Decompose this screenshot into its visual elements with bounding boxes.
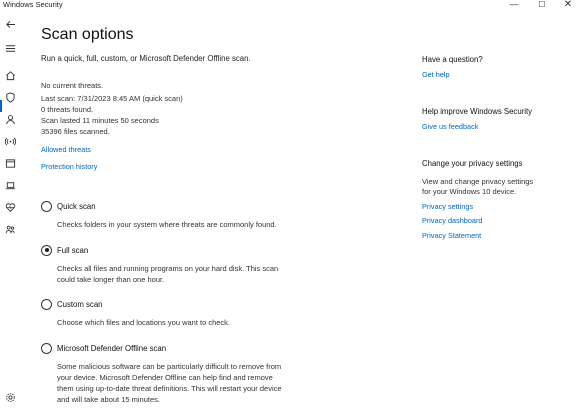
shield-icon[interactable]: [3, 90, 17, 104]
status-last-scan: Last scan: 7/31/2023 8:45 AM (quick scan): [41, 94, 183, 103]
person-icon[interactable]: [3, 112, 17, 126]
custom-scan-label: Custom scan: [57, 299, 103, 309]
have-question-heading: Have a question?: [422, 55, 483, 64]
offline-scan-description-line4: and will take about 15 minutes.: [57, 395, 160, 404]
active-nav-indicator: [0, 100, 2, 112]
window-title: Windows Security: [3, 0, 63, 9]
menu-icon[interactable]: [3, 41, 17, 55]
privacy-dashboard-link[interactable]: Privacy dashboard: [422, 216, 483, 225]
page-title: Scan options: [41, 26, 134, 43]
home-icon[interactable]: [3, 68, 17, 82]
title-bar: [0, 0, 580, 11]
minimize-button[interactable]: —: [509, 0, 519, 9]
privacy-heading: Change your privacy settings: [422, 159, 523, 168]
offline-scan-option[interactable]: [41, 342, 166, 354]
quick-scan-radio[interactable]: [41, 201, 52, 212]
offline-scan-description-line1: Some malicious software can be particularly difficult to remove from: [57, 362, 282, 371]
custom-scan-description: Choose which files and locations you want to check.: [57, 318, 231, 327]
heart-icon[interactable]: [3, 200, 17, 214]
get-help-link[interactable]: Get help: [422, 70, 450, 79]
custom-scan-radio[interactable]: [41, 299, 52, 310]
improve-heading: Help improve Windows Security: [422, 107, 533, 116]
privacy-text-line1: View and change privacy settings: [422, 177, 534, 186]
settings-icon[interactable]: [3, 390, 17, 404]
maximize-button[interactable]: ☐: [538, 0, 546, 9]
full-scan-description-line2: could take longer than one hour.: [57, 275, 165, 284]
privacy-settings-link[interactable]: Privacy settings: [422, 202, 474, 211]
full-scan-label: Full scan: [57, 245, 89, 255]
family-icon[interactable]: [3, 222, 17, 236]
page-subtitle: Run a quick, full, custom, or Microsoft Defender Offline scan.: [41, 54, 251, 63]
wifi-icon[interactable]: [3, 134, 17, 148]
status-no-threats: No current threats.: [41, 81, 104, 90]
close-button[interactable]: ✕: [563, 0, 573, 10]
back-icon[interactable]: [3, 17, 17, 31]
laptop-icon[interactable]: [3, 178, 17, 192]
offline-scan-description-line3: them using up-to-date threat definitions. This will restart your device: [57, 384, 282, 393]
full-scan-option[interactable]: [41, 244, 88, 256]
status-files-scanned: 35396 files scanned.: [41, 127, 110, 136]
quick-scan-option[interactable]: [41, 200, 96, 212]
offline-scan-radio[interactable]: [41, 343, 52, 354]
privacy-text-line2: for your Windows 10 device.: [422, 187, 517, 196]
allowed-threats-link[interactable]: Allowed threats: [41, 145, 91, 154]
app-browser-icon[interactable]: [3, 156, 17, 170]
status-threats-found: 0 threats found.: [41, 105, 94, 114]
full-scan-radio[interactable]: [41, 245, 52, 256]
feedback-link[interactable]: Give us feedback: [422, 122, 479, 131]
protection-history-link[interactable]: Protection history: [41, 162, 98, 171]
offline-scan-description-line2: your device. Microsoft Defender Offline can help find and remove: [57, 373, 273, 382]
left-nav: [0, 11, 20, 410]
custom-scan-option[interactable]: [41, 298, 103, 310]
full-scan-description-line1: Checks all files and running programs on your hard disk. This scan: [57, 264, 279, 273]
privacy-statement-link[interactable]: Privacy Statement: [422, 231, 482, 240]
quick-scan-label: Quick scan: [57, 201, 96, 211]
offline-scan-label: Microsoft Defender Offline scan: [57, 343, 167, 353]
status-scan-duration: Scan lasted 11 minutes 50 seconds: [41, 116, 159, 125]
quick-scan-description: Checks folders in your system where threats are commonly found.: [57, 220, 277, 229]
